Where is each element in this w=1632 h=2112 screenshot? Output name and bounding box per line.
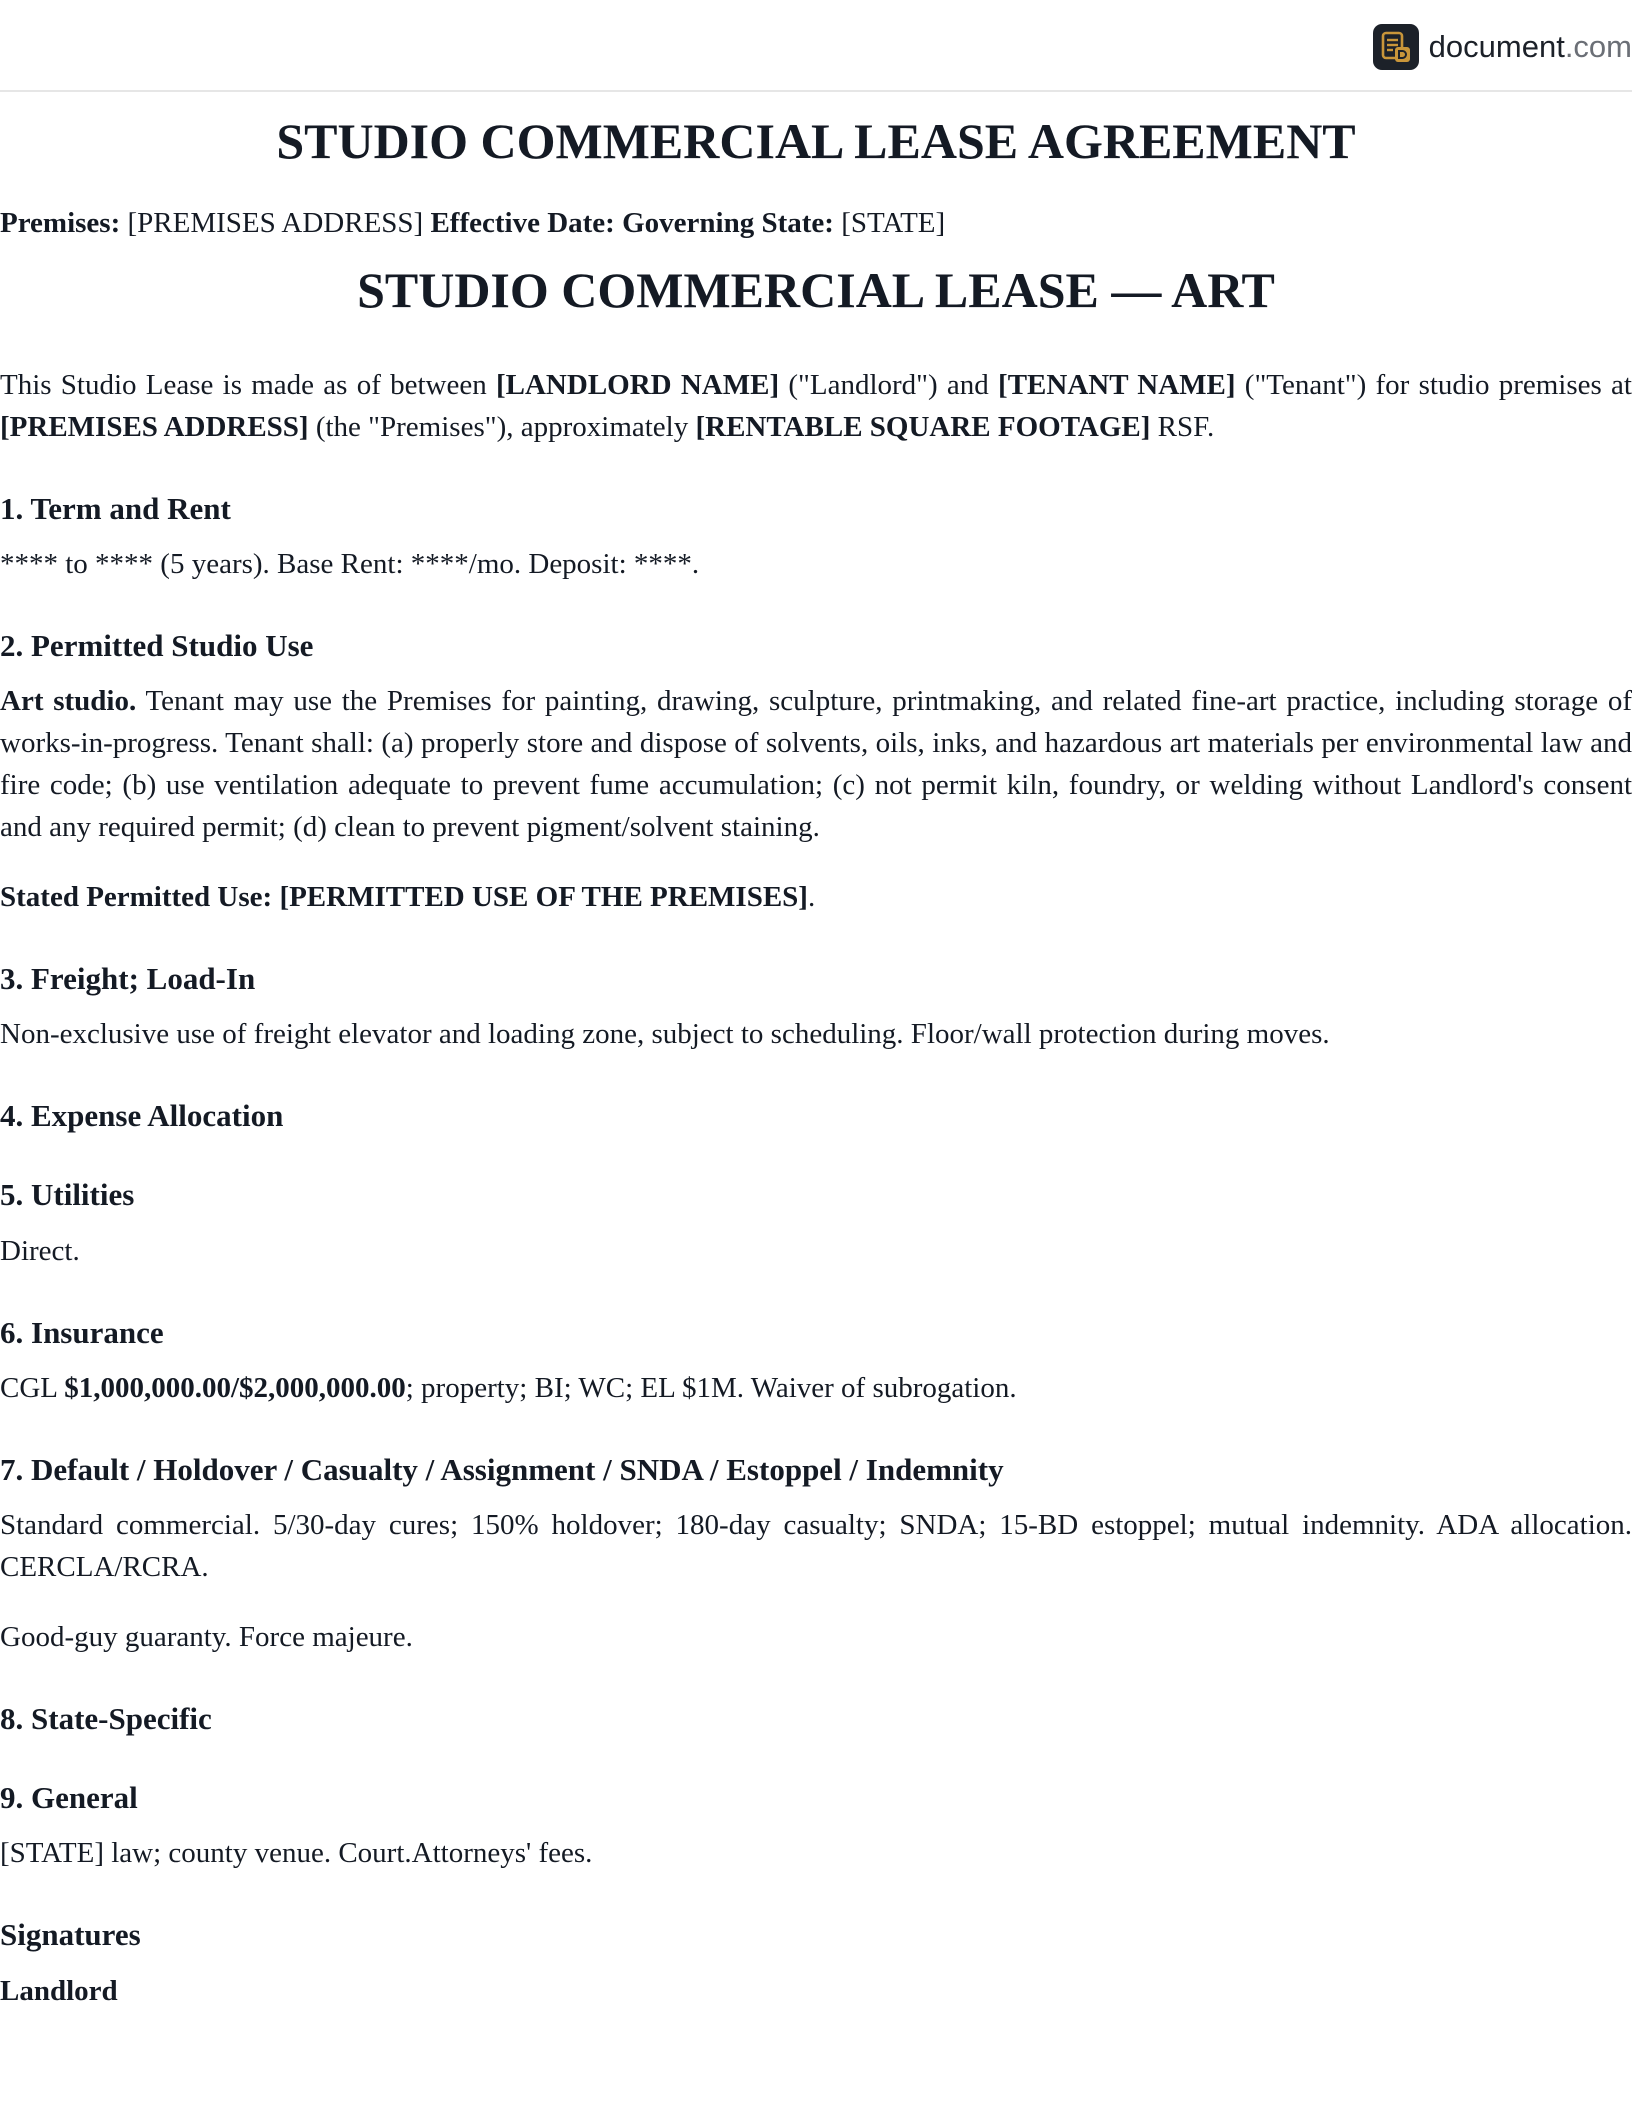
rsf-placeholder: [RENTABLE SQUARE FOOTAGE] — [695, 410, 1151, 443]
governing-state-label: Governing State: — [622, 207, 834, 239]
intro-paragraph: This Studio Lease is made as of between [LANDLORD NAME] ("Landlord") and [TENANT NAME] ("Tenant") for studio premises at [PREMISES ADDRESS] (the "Premises"), approximately [RENTABLE SQUARE FOOTAGE] RSF. — [0, 368, 1632, 443]
section-heading-term-rent: 1. Term and Rent — [0, 490, 231, 526]
section-body-default: Standard commercial. 5/30-day cures; 150% holdover; 180-day casualty; SNDA; 15-BD estoppel; mutual indemnity. ADA allocation. CERCLA/RCRA. — [0, 1509, 1632, 1583]
section-body-default-2: Good-guy guaranty. Force majeure. — [0, 1621, 413, 1653]
premises-label: Premises: — [0, 207, 121, 239]
section-heading-insurance: 6. Insurance — [0, 1314, 164, 1350]
section-heading-state-specific: 8. State-Specific — [0, 1701, 212, 1736]
top-bar — [0, 0, 1632, 92]
signatures-heading: Signatures — [0, 1917, 141, 1953]
premises-address-placeholder: [PREMISES ADDRESS] — [0, 410, 309, 443]
section-body-insurance: CGL $1,000,000.00/$2,000,000.00; property; BI; WC; EL $1M. Waiver of subrogation. — [0, 1371, 1017, 1404]
brand-logo[interactable] — [1373, 24, 1632, 70]
section-heading-freight: 3. Freight; Load-In — [0, 961, 256, 997]
section-heading-default: 7. Default / Holdover / Casualty / Assignment / SNDA / Estoppel / Indemnity — [0, 1451, 1004, 1487]
document-title: STUDIO COMMERCIAL LEASE AGREEMENT — [276, 113, 1356, 169]
landlord-name-placeholder: [LANDLORD NAME] — [495, 368, 780, 401]
section-body-permitted-use: Art studio. Tenant may use the Premises for painting, drawing, sculpture, printmaking, and related fine-art practice, including storage of works-in-progress. Tenant shall: (a) properly store and dispose of solvents, oils, inks, and hazardous art materials per environmental law and fire code; (b) use ventilation adequate to prevent fume accumulation; (c) not permit kiln, foundry, or welding without Landlord's consent and any required permit; (d) clean to prevent pigment/solvent staining. — [0, 685, 1632, 844]
insurance-amount: $1,000,000.00/$2,000,000.00 — [64, 1371, 406, 1404]
document-body — [0, 92, 1632, 2008]
governing-state-value: [STATE] — [841, 207, 946, 239]
brand-name: document.com — [1428, 29, 1632, 64]
permitted-use-placeholder: [PERMITTED USE OF THE PREMISES] — [279, 881, 808, 914]
effective-date-label: Effective Date: — [430, 207, 615, 239]
section-heading-expense: 4. Expense Allocation — [0, 1098, 284, 1134]
section-body-utilities: Direct. — [0, 1234, 80, 1267]
document-logo-icon — [1373, 24, 1419, 70]
section-heading-general: 9. General — [0, 1780, 138, 1816]
premises-value: [PREMISES ADDRESS] — [127, 207, 424, 239]
section-body-term-rent: **** to **** (5 years). Base Rent: ****/mo. Deposit: ****. — [0, 547, 700, 580]
stated-permitted-use: Stated Permitted Use: [PERMITTED USE OF THE PREMISES]. — [0, 881, 816, 914]
tenant-name-placeholder: [TENANT NAME] — [998, 368, 1236, 401]
lease-subtitle: STUDIO COMMERCIAL LEASE — ART — [357, 261, 1275, 318]
section-body-general: [STATE] law; county venue. Court.Attorneys' fees. — [0, 1837, 593, 1870]
section-heading-permitted-use: 2. Permitted Studio Use — [0, 627, 314, 663]
section-body-freight: Non-exclusive use of freight elevator and loading zone, subject to scheduling. Floor/wall protection during moves. — [0, 1018, 1330, 1051]
section-heading-utilities: 5. Utilities — [0, 1177, 135, 1213]
landlord-signature-label: Landlord — [0, 1974, 118, 2007]
meta-line — [0, 205, 1632, 243]
